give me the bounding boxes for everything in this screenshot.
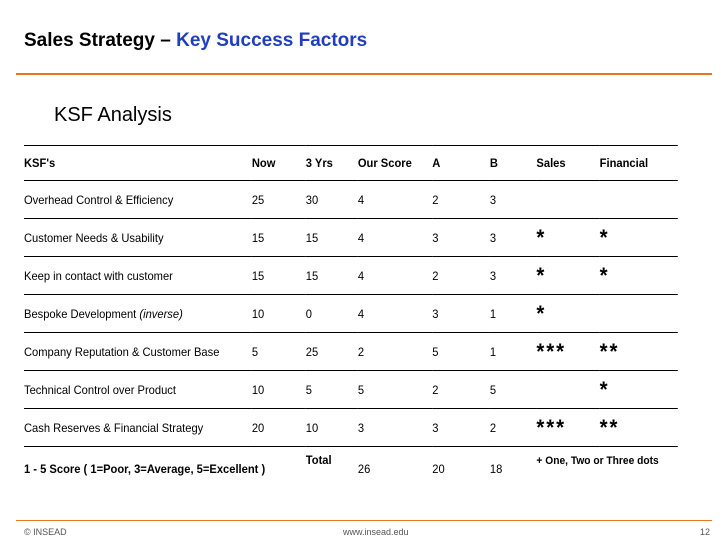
cell-financial: * (600, 257, 678, 295)
cell-ksf: Customer Needs & Usability (24, 219, 252, 257)
cell-a: 5 (432, 333, 490, 371)
cell-now: 10 (252, 371, 306, 409)
cell-sales: * (536, 257, 599, 295)
cell-a: 2 (432, 181, 490, 219)
cell-3yrs: 15 (306, 219, 358, 257)
cell-now: 25 (252, 181, 306, 219)
cell-our-score: 4 (358, 181, 432, 219)
slide-title-main: Sales Strategy – (24, 30, 177, 51)
cell-b: 3 (490, 219, 537, 257)
cell-3yrs: 25 (306, 333, 358, 371)
table-row (24, 219, 678, 257)
footer-url: www.insead.edu (343, 527, 409, 537)
cell-our-score: 4 (358, 295, 432, 333)
cell-a: 3 (432, 295, 490, 333)
cell-our-score: 4 (358, 219, 432, 257)
slide-title (24, 30, 367, 52)
cell-financial: * (600, 371, 678, 409)
table-row (24, 257, 678, 295)
section-subtitle: KSF Analysis (54, 104, 172, 126)
cell-our-score: 2 (358, 333, 432, 371)
total-a: 20 (432, 462, 445, 476)
score-legend: 1 - 5 Score ( 1=Poor, 3=Average, 5=Excellent ) (24, 462, 266, 476)
table-header-row (24, 146, 678, 181)
title-divider (16, 73, 712, 75)
cell-3yrs: 10 (306, 409, 358, 447)
col-header-our-score: Our Score (358, 146, 432, 181)
cell-sales (536, 181, 599, 219)
cell-a: 2 (432, 257, 490, 295)
cell-sales: * (536, 295, 599, 333)
table-row (24, 181, 678, 219)
cell-now: 10 (252, 295, 306, 333)
total-our-score: 26 (357, 462, 371, 476)
col-header-3yrs: 3 Yrs (306, 146, 358, 181)
page-number: 12 (699, 527, 710, 537)
cell-now: 15 (252, 257, 306, 295)
cell-ksf: Overhead Control & Efficiency (24, 181, 252, 219)
cell-b: 5 (490, 371, 537, 409)
slide-title-accent: Key Success Factors (176, 30, 368, 51)
cell-b: 2 (490, 409, 537, 447)
cell-3yrs: 15 (306, 257, 358, 295)
copyright: © INSEAD (24, 527, 67, 537)
col-header-a: A (432, 146, 490, 181)
cell-a: 2 (432, 371, 490, 409)
cell-b: 3 (490, 257, 537, 295)
cell-b: 1 (490, 333, 537, 371)
cell-3yrs: 5 (306, 371, 358, 409)
table-row (24, 371, 678, 409)
cell-sales: * (536, 219, 599, 257)
total-b: 18 (489, 462, 503, 476)
cell-now: 5 (252, 333, 306, 371)
cell-a: 3 (432, 219, 490, 257)
cell-financial (600, 181, 678, 219)
cell-ksf: Keep in contact with customer (24, 257, 252, 295)
cell-financial: ** (600, 409, 678, 447)
cell-ksf: Company Reputation & Customer Base (24, 333, 252, 371)
cell-a: 3 (432, 409, 490, 447)
table-footer-row (24, 447, 678, 492)
dots-note: + One, Two or Three dots (536, 455, 659, 467)
cell-our-score: 5 (358, 371, 432, 409)
cell-sales (536, 371, 599, 409)
col-header-now: Now (252, 146, 306, 181)
cell-financial (600, 295, 678, 333)
cell-financial: ** (600, 333, 678, 371)
col-header-ksf: KSF's (24, 146, 252, 181)
cell-sales: *** (536, 409, 599, 447)
col-header-b: B (490, 146, 537, 181)
cell-3yrs: 30 (306, 181, 358, 219)
cell-financial: * (600, 219, 678, 257)
table-row (24, 409, 678, 447)
total-label: Total (305, 453, 332, 467)
footer-divider (16, 520, 712, 521)
cell-our-score: 3 (358, 409, 432, 447)
cell-ksf-note: (inverse) (139, 306, 183, 321)
table-row (24, 295, 678, 333)
cell-sales: *** (536, 333, 599, 371)
col-header-financial: Financial (600, 146, 678, 181)
cell-now: 15 (252, 219, 306, 257)
cell-ksf: Technical Control over Product (24, 371, 252, 409)
cell-3yrs: 0 (306, 295, 358, 333)
cell-ksf: Bespoke Development (inverse) (24, 295, 252, 333)
ksf-table (24, 145, 678, 491)
cell-now: 20 (252, 409, 306, 447)
cell-b: 3 (490, 181, 537, 219)
table-row (24, 333, 678, 371)
cell-b: 1 (490, 295, 537, 333)
cell-our-score: 4 (358, 257, 432, 295)
col-header-sales: Sales (536, 146, 599, 181)
cell-ksf: Cash Reserves & Financial Strategy (24, 409, 252, 447)
